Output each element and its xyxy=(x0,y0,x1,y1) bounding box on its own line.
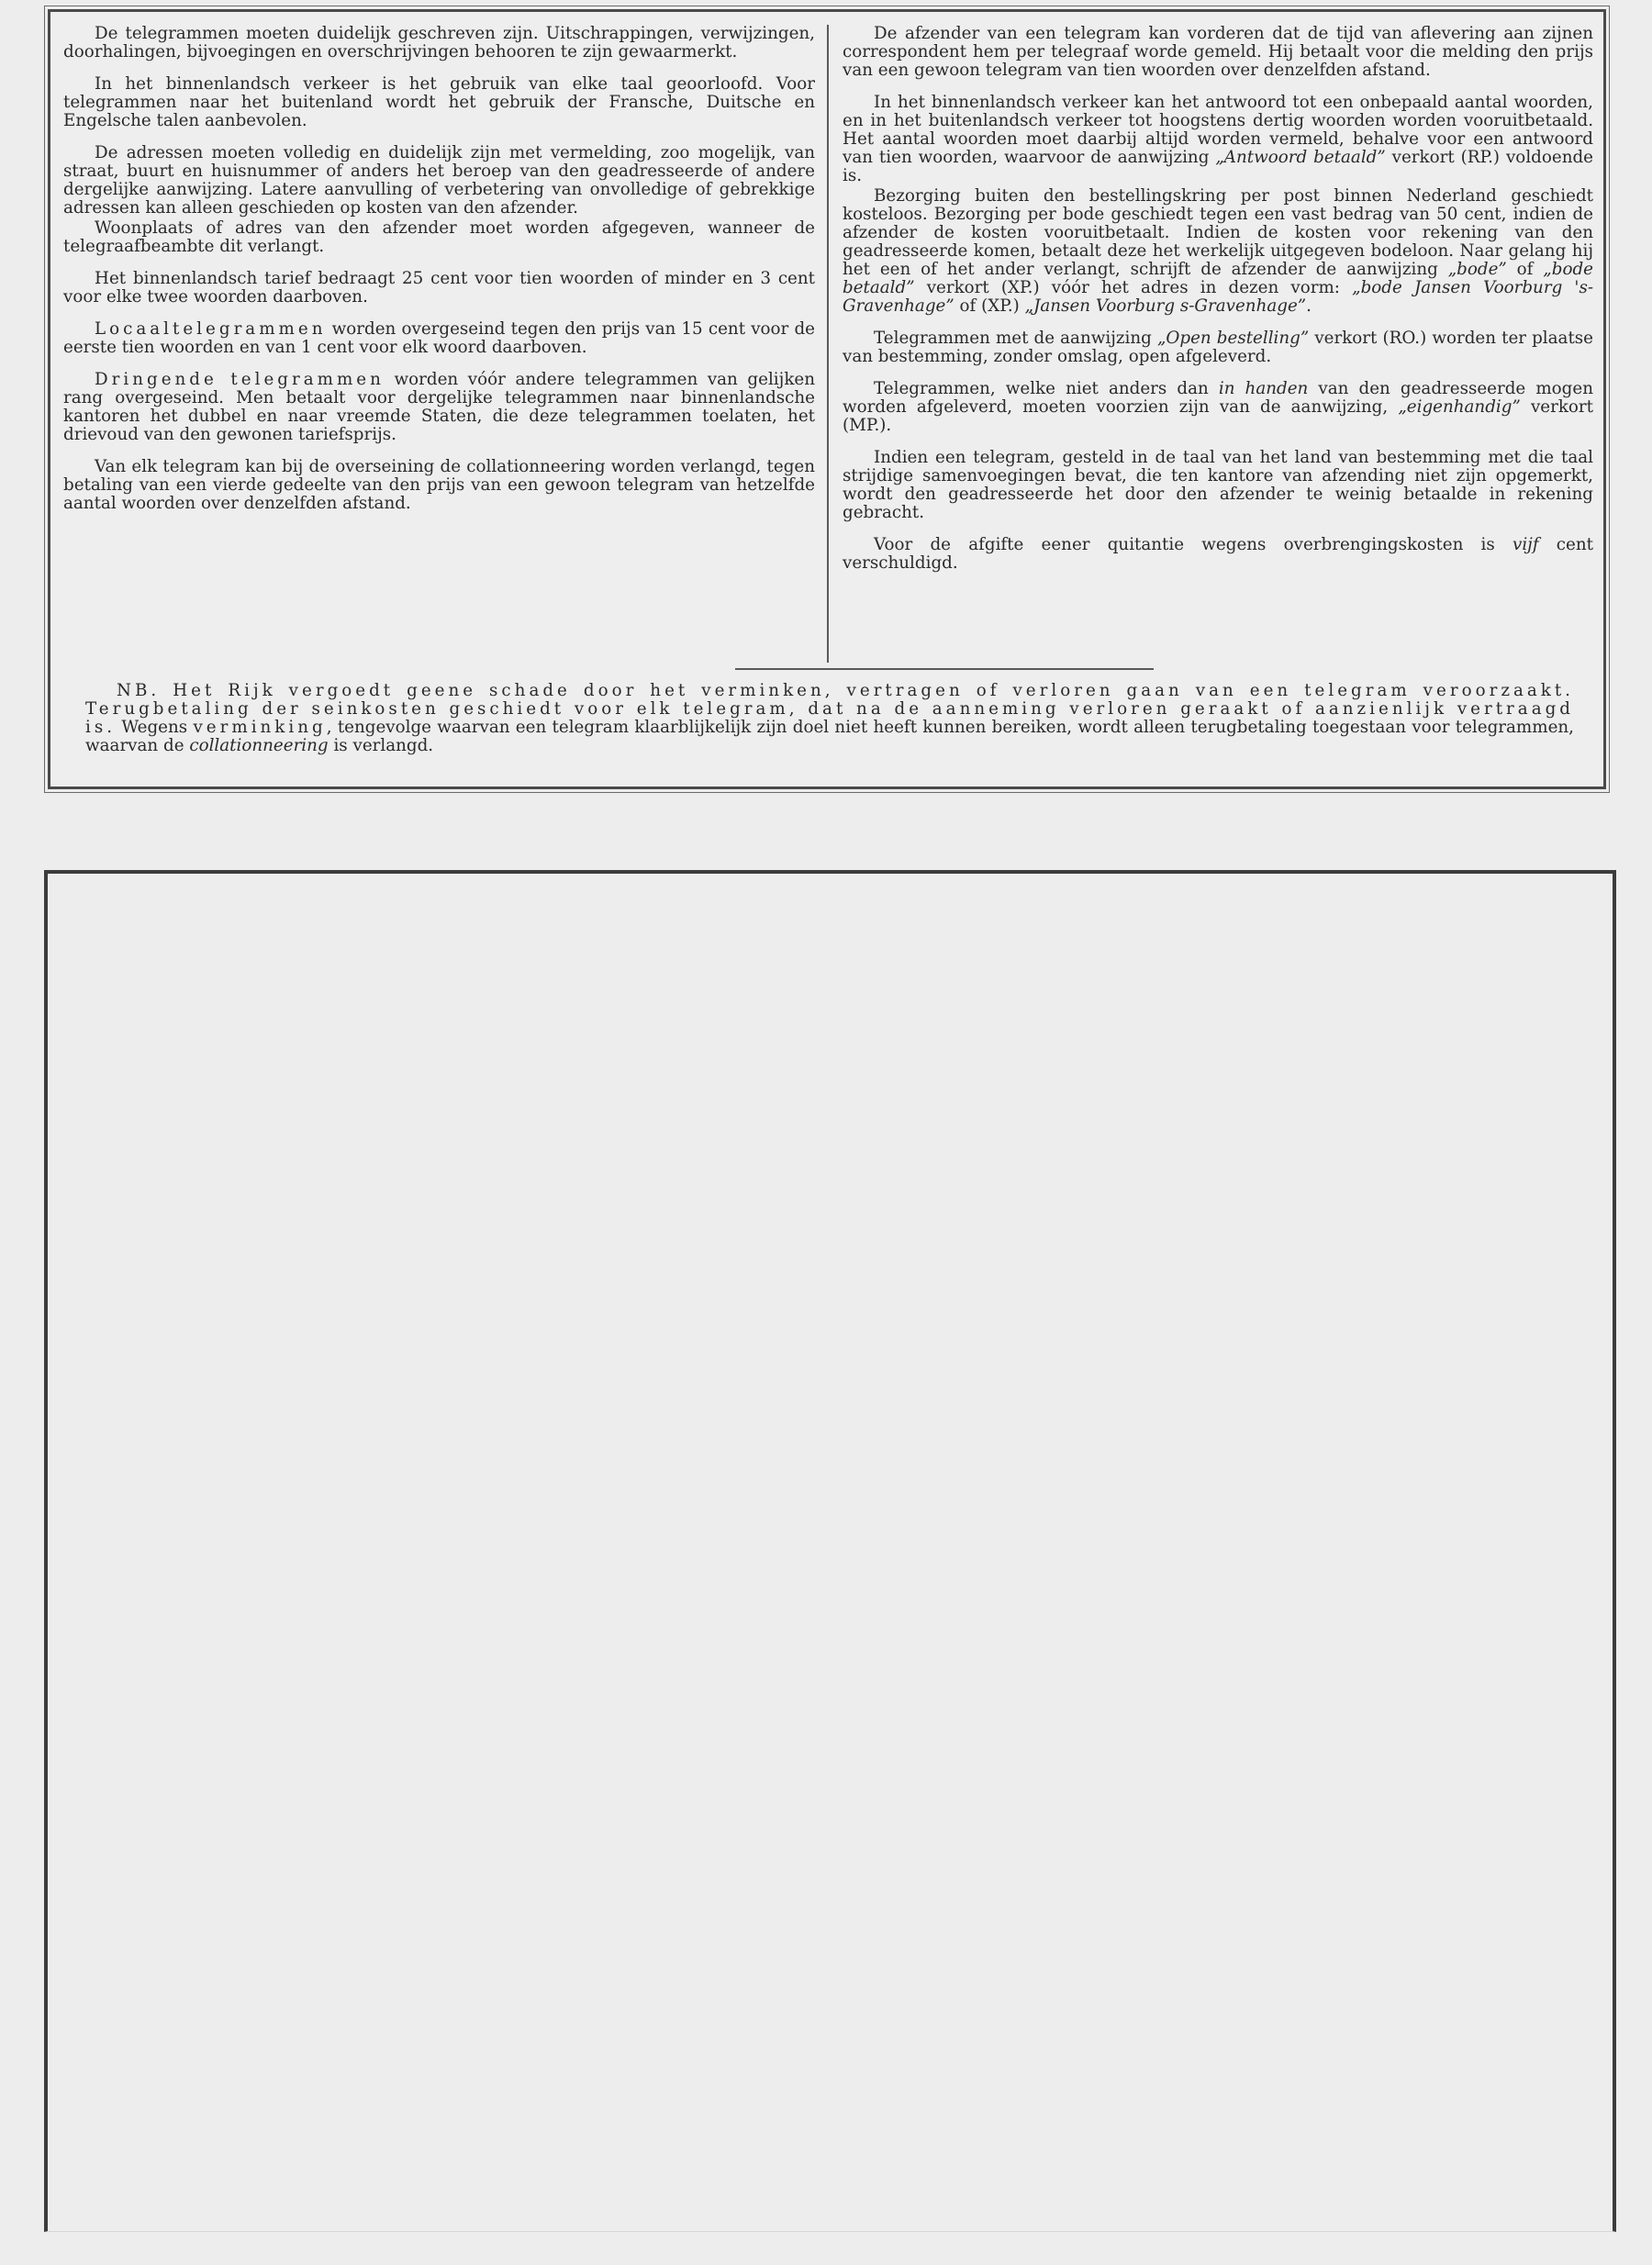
term-local-telegrams: Locaaltelegrammen xyxy=(95,319,327,339)
paragraph-local-telegrams: Locaaltelegrammen worden overgeseind tegen den prijs van 15 cent voor de eerste tien woorden en van 1 cent voor elk woord daarboven. xyxy=(63,319,815,357)
term-urgent-telegrams: Dringende telegrammen xyxy=(95,370,385,389)
instructions-box xyxy=(48,9,1606,789)
paragraph-legibility: De telegrammen moeten duidelijk geschreven zijn. Uitschrappingen, verwijzingen, doorhalingen, bijvoegingen en overschrijvingen behooren te zijn gewaarmerkt. xyxy=(63,24,815,61)
paragraph-domestic-tariff: Het binnenlandsch tarief bedraagt 25 cent voor tien woorden of minder en 3 cent voor elke twee woorden daarboven. xyxy=(63,269,815,307)
column-divider xyxy=(827,25,829,663)
paragraph-prepaid-reply: In het binnenlandsch verkeer kan het antwoord tot een onbepaald aantal woorden, en in het buitenlandsch verkeer tot hoogstens dertig woorden worden vooruitbetaald. Het aantal woorden moet daarbij altijd worden vermeld, behalve voor een antwoord van tien woorden, waarvoor de aanwijzing „Antwoord betaald” verkort (RP.) voldoende is. xyxy=(843,93,1593,185)
left-column xyxy=(50,12,828,659)
right-column xyxy=(830,12,1606,659)
paragraph-receipt-fee: Voor de afgifte eener quitantie wegens overbrengingskosten is vijf cent verschuldigd. xyxy=(843,535,1593,573)
paragraph-delivery-notice: De afzender van een telegram kan vorderen dat de tijd van aflevering aan zijnen correspondent hem per telegraaf worde gemeld. Hij betaalt voor die melding den prijs van een gewoon telegram van tien woorden over denzelfden afstand. xyxy=(843,24,1593,80)
paragraph-language-mismatch: Indien een telegram, gesteld in de taal van het land van bestemming met die taal strijdige samenvoegingen bevat, die ten kantore van afzending niet zijn opgemerkt, wordt den geadresseerde het door den afzender te weinig betaalde in rekening gebracht. xyxy=(843,448,1593,522)
paragraph-open-delivery: Telegrammen met de aanwijzing „Open bestelling” verkort (RO.) worden ter plaatse van bestemming, zonder omslag, open afgeleverd. xyxy=(843,329,1593,366)
paragraph-addresses: De adressen moeten volledig en duidelijk zijn met vermelding, zoo mogelijk, van straat, buurt en huisnummer of anders het beroep van den geadresseerde of andere dergelijke aanwijzing. Latere aanvulling of verbetering van onvolledige of gebrekkige adressen kan alleen geschieden op kosten van den afzender. xyxy=(63,143,815,218)
liability-note: NB. Het Rijk vergoedt geene schade door het verminken, vertragen of verloren gaan van een telegram veroorzaakt. Terugbetaling der seinkosten geschiedt voor elk telegram, dat na de aanneming verloren geraakt of aanzienlijk vertraagd is. Wegens verminking, tengevolge waarvan een telegram klaarblijkelijk zijn doel niet heeft kunnen bereiken, wordt alleen terugbetaling toegestaan voor telegrammen, waarvan de collationneering is verlangd. xyxy=(85,681,1574,755)
liability-note-lead: NB. Het Rijk vergoedt geene schade door het verminken, vertragen of verloren gaan van een telegram veroorzaakt. Terugbetaling der seinkosten geschiedt voor elk telegram, dat na de aanneming verloren geraakt of aanzienlijk vertraagd is. xyxy=(85,681,1574,737)
section-rule xyxy=(735,668,1154,670)
paragraph-language: In het binnenlandsch verkeer is het gebruik van elke taal geoorloofd. Voor telegrammen naar het buitenland wordt het gebruik der Fransche, Duitsche en Engelsche talen aanbevolen. xyxy=(63,74,815,130)
blank-form-frame xyxy=(44,870,1616,2232)
paragraph-sender-address: Woonplaats of adres van den afzender moet worden afgegeven, wanneer de telegraafbeambte dit verlangt. xyxy=(63,218,815,256)
paragraph-urgent-telegrams: Dringende telegrammen worden vóór andere telegrammen van gelijken rang overgeseind. Men betaalt voor dergelijke telegrammen naar binnenlandsche kantoren het dubbel en naar vreemde Staten, die deze telegrammen toelaten, het drievoud van den gewonen tariefsprijs. xyxy=(63,370,815,444)
paragraph-personal-delivery: Telegrammen, welke niet anders dan in handen van den geadresseerde mogen worden afgeleverd, moeten voorzien zijn van de aanwijzing, „eigenhandig” verkort (MP.). xyxy=(843,379,1593,435)
paragraph-collation: Van elk telegram kan bij de overseining de collationneering worden verlangd, tegen betaling van een vierde gedeelte van den prijs van een gewoon telegram van hetzelfde aantal woorden over denzelfden afstand. xyxy=(63,457,815,513)
instruction-columns xyxy=(50,12,1603,659)
paragraph-courier-delivery: Bezorging buiten den bestellingskring per post binnen Nederland geschiedt kosteloos. Bezorging per bode geschiedt tegen een vast bedrag van 50 cent, indien de afzender de kosten vooruitbetaalt. Indien de kosten voor rekening van den geadresseerde komen, betaalt deze het werkelijk uitgegeven bodeloon. Naar gelang hij het een of het ander verlangt, schrijft de afzender de aanwijzing „bode” of „bode betaald” verkort (XP.) vóór het adres in dezen vorm: „bode Jansen Voorburg 's-Gravenhage” of (XP.) „Jansen Voorburg s-Gravenhage”. xyxy=(843,186,1593,316)
